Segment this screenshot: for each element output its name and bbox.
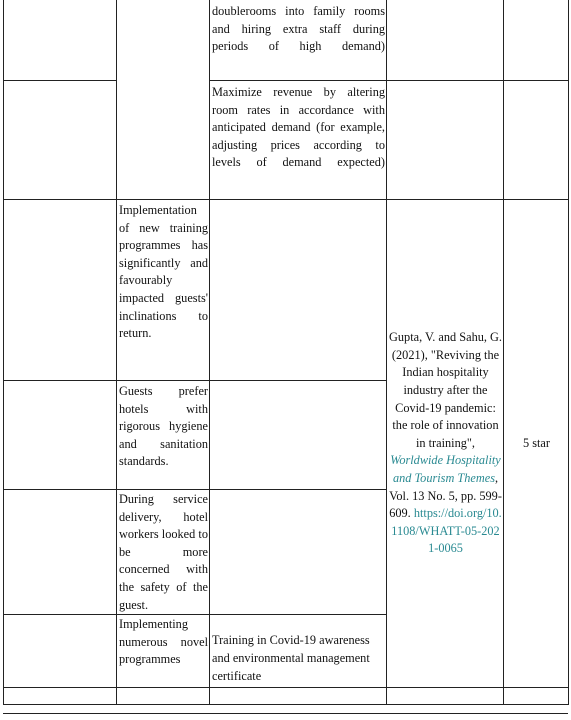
finding-cell [117, 200, 210, 381]
table-row [4, 81, 569, 200]
empty-cell [4, 615, 117, 688]
finding-text: During service delivery, hotel workers looked to be more concerned with the safety of the guest. [119, 492, 208, 612]
reference-authors: Gupta, V. and Sahu, G. (2021), [389, 330, 502, 362]
strategy-text: doublerooms into family rooms and hiring extra staff during periods of high demand) [212, 4, 385, 54]
empty-cell [4, 81, 117, 200]
empty-cell [117, 688, 210, 705]
strategy-cell [210, 81, 387, 200]
finding-cell [117, 490, 210, 615]
strategy-cell [210, 0, 387, 81]
finding-text: Implementation of new training programmes has significantly and favourably impacted guests' inclinations to return. [119, 203, 208, 341]
empty-cell [210, 381, 387, 490]
table-row [4, 0, 569, 81]
empty-cell [387, 688, 504, 705]
reference-doi-link[interactable]: https://doi.org/10.1108/WHATT-05-2021-0065 [391, 506, 502, 556]
empty-cell [504, 0, 569, 81]
reference-title: "Reviving the Indian hospitality industry after the Covid-19 pandemic: the role of innovation in training", [392, 347, 500, 450]
reference-volume: , Vol. 13 No. 5, pp. 599-609. [389, 470, 502, 521]
empty-cell [4, 0, 117, 81]
finding-text: Guests prefer hotels with rigorous hygiene and sanitation standards. [119, 384, 208, 469]
empty-cell [504, 688, 569, 705]
review-table [3, 0, 569, 705]
empty-cell [504, 81, 569, 200]
empty-cell [387, 0, 504, 81]
strategy-text: Maximize revenue by altering room rates in accordance with anticipated demand (for example, adjusting prices according to levels of demand expected) [212, 85, 385, 170]
empty-cell [4, 381, 117, 490]
reference-journal: Worldwide Hospitality and Tourism Themes [390, 453, 501, 485]
empty-cell [210, 490, 387, 615]
empty-cell [4, 490, 117, 615]
program-text: Training in Covid-19 awareness and environmental management certificate [212, 633, 370, 683]
finding-cell [117, 615, 210, 688]
empty-cell [4, 200, 117, 381]
empty-cell [117, 0, 210, 200]
empty-cell [4, 688, 117, 705]
finding-text: Implementing numerous novel programmes [119, 617, 208, 667]
table-row [4, 688, 569, 705]
finding-cell [117, 381, 210, 490]
reference-cell [387, 200, 504, 688]
rating-cell [504, 200, 569, 688]
program-cell [210, 615, 387, 688]
table-bottom-rule [3, 713, 568, 714]
table-row [4, 200, 569, 381]
empty-cell [210, 200, 387, 381]
empty-cell [210, 688, 387, 705]
empty-cell [387, 81, 504, 200]
rating-text: 5 star [523, 435, 550, 450]
